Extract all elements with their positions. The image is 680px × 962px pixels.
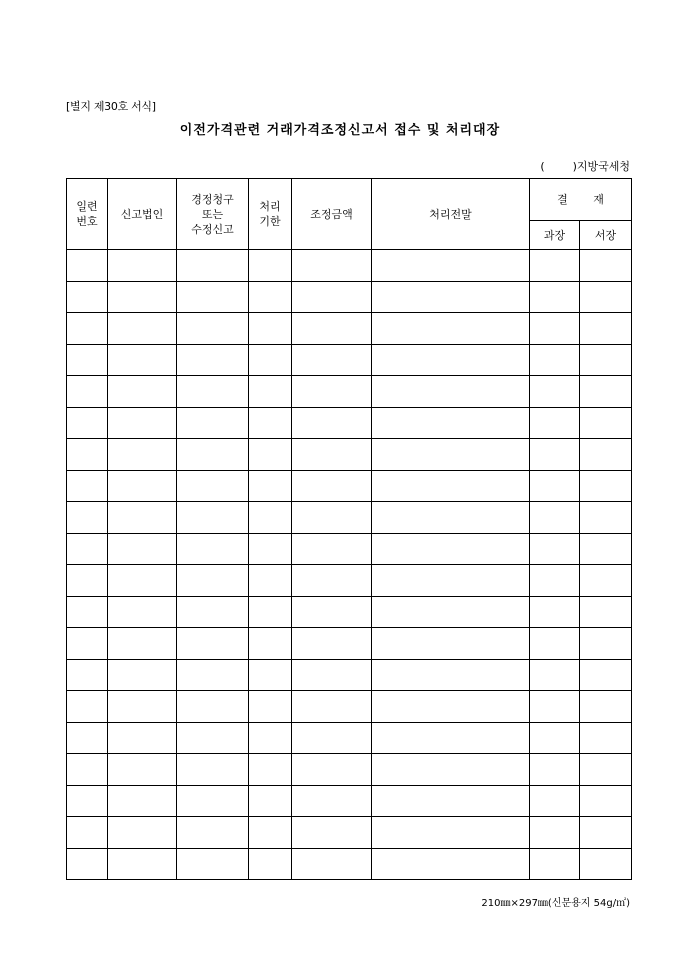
table-cell <box>177 817 249 849</box>
table-cell <box>249 848 292 880</box>
table-row <box>67 754 632 786</box>
table-cell <box>372 281 530 313</box>
table-cell <box>580 691 632 723</box>
table-cell <box>249 439 292 471</box>
header-serial-no <box>67 179 108 250</box>
table-cell <box>372 502 530 534</box>
table-row <box>67 722 632 754</box>
table-cell <box>530 407 580 439</box>
header-claim-type <box>177 179 249 250</box>
table-cell <box>108 439 177 471</box>
paper-spec-note: 210㎜×297㎜(신문용지 54g/㎡) <box>481 898 630 909</box>
table-cell <box>530 470 580 502</box>
table-cell <box>530 376 580 408</box>
table-cell <box>249 470 292 502</box>
table-cell <box>177 250 249 282</box>
table-row <box>67 565 632 597</box>
table-cell <box>372 817 530 849</box>
table-cell <box>580 628 632 660</box>
table-cell <box>108 376 177 408</box>
table-cell <box>108 596 177 628</box>
table-cell <box>580 596 632 628</box>
table-cell <box>177 785 249 817</box>
table-cell <box>177 470 249 502</box>
table-cell <box>177 281 249 313</box>
table-cell <box>292 407 372 439</box>
table-cell <box>67 596 108 628</box>
table-row <box>67 376 632 408</box>
table-cell <box>372 439 530 471</box>
table-cell <box>67 407 108 439</box>
table-cell <box>177 848 249 880</box>
table-cell <box>292 596 372 628</box>
header-process-details: 처리전말 <box>372 179 530 250</box>
table-cell <box>249 281 292 313</box>
table-cell <box>67 722 108 754</box>
table-cell <box>108 502 177 534</box>
table-cell <box>580 439 632 471</box>
header-deadline-line1: 처리 <box>259 200 281 213</box>
table-cell <box>292 785 372 817</box>
table-cell <box>67 344 108 376</box>
table-cell <box>108 628 177 660</box>
table-cell <box>292 250 372 282</box>
table-cell <box>530 344 580 376</box>
table-cell <box>249 407 292 439</box>
table-cell <box>292 848 372 880</box>
table-cell <box>108 659 177 691</box>
table-cell <box>580 470 632 502</box>
table-cell <box>249 533 292 565</box>
table-cell <box>108 848 177 880</box>
table-cell <box>292 502 372 534</box>
table-cell <box>67 250 108 282</box>
register-table <box>66 178 632 880</box>
table-cell <box>177 439 249 471</box>
table-cell <box>372 596 530 628</box>
table-cell <box>292 281 372 313</box>
table-cell <box>530 722 580 754</box>
table-cell <box>580 376 632 408</box>
table-cell <box>372 250 530 282</box>
table-cell <box>530 817 580 849</box>
table-row <box>67 533 632 565</box>
table-cell <box>108 722 177 754</box>
table-cell <box>372 628 530 660</box>
table-cell <box>292 817 372 849</box>
table-cell <box>249 376 292 408</box>
table-cell <box>372 470 530 502</box>
table-cell <box>108 691 177 723</box>
table-row <box>67 313 632 345</box>
table-cell <box>530 659 580 691</box>
table-cell <box>372 659 530 691</box>
table-cell <box>249 817 292 849</box>
table-cell <box>372 722 530 754</box>
table-cell <box>292 754 372 786</box>
table-cell <box>249 691 292 723</box>
register-body <box>67 250 632 880</box>
table-cell <box>372 691 530 723</box>
table-cell <box>292 376 372 408</box>
table-cell <box>530 565 580 597</box>
table-cell <box>67 754 108 786</box>
table-cell <box>67 848 108 880</box>
table-cell <box>177 691 249 723</box>
table-row <box>67 691 632 723</box>
header-claim-line2: 또는 <box>201 207 224 221</box>
form-number: [별지 제30호 서식] <box>66 100 156 113</box>
table-cell <box>292 691 372 723</box>
table-row <box>67 470 632 502</box>
table-cell <box>580 281 632 313</box>
table-cell <box>580 722 632 754</box>
table-cell <box>292 533 372 565</box>
header-claim-line1: 경정청구 <box>191 192 234 206</box>
table-cell <box>372 754 530 786</box>
table-cell <box>580 502 632 534</box>
table-cell <box>67 565 108 597</box>
table-cell <box>580 313 632 345</box>
table-cell <box>580 250 632 282</box>
page-title: 이전가격관련 거래가격조정신고서 접수 및 처리대장 <box>179 123 501 138</box>
table-cell <box>67 376 108 408</box>
header-director: 서장 <box>580 221 632 250</box>
table-cell <box>177 628 249 660</box>
table-cell <box>108 533 177 565</box>
table-cell <box>108 754 177 786</box>
table-cell <box>249 502 292 534</box>
table-row <box>67 596 632 628</box>
table-cell <box>108 785 177 817</box>
table-row <box>67 439 632 471</box>
regional-office-label: ( )지방국세청 <box>540 160 630 173</box>
table-cell <box>580 533 632 565</box>
table-row <box>67 659 632 691</box>
header-approval: 결 재 <box>530 179 632 221</box>
table-cell <box>108 313 177 345</box>
table-cell <box>530 439 580 471</box>
table-row <box>67 628 632 660</box>
table-cell <box>580 785 632 817</box>
table-cell <box>580 659 632 691</box>
header-serial-no-line2: 번호 <box>76 215 98 228</box>
table-cell <box>372 565 530 597</box>
table-cell <box>372 785 530 817</box>
header-filing-corp: 신고법인 <box>108 179 177 250</box>
table-cell <box>530 848 580 880</box>
table-cell <box>177 502 249 534</box>
table-cell <box>108 470 177 502</box>
table-row <box>67 250 632 282</box>
table-cell <box>530 313 580 345</box>
table-cell <box>108 407 177 439</box>
table-cell <box>67 502 108 534</box>
table-cell <box>108 817 177 849</box>
table-cell <box>177 533 249 565</box>
table-cell <box>249 754 292 786</box>
table-cell <box>177 722 249 754</box>
table-cell <box>108 281 177 313</box>
table-cell <box>292 470 372 502</box>
table-cell <box>249 596 292 628</box>
table-cell <box>67 281 108 313</box>
table-cell <box>292 344 372 376</box>
table-row <box>67 344 632 376</box>
table-cell <box>292 628 372 660</box>
table-cell <box>530 628 580 660</box>
table-cell <box>177 313 249 345</box>
table-cell <box>67 659 108 691</box>
table-cell <box>292 565 372 597</box>
table-cell <box>177 565 249 597</box>
table-cell <box>177 376 249 408</box>
table-cell <box>67 313 108 345</box>
table-cell <box>67 470 108 502</box>
table-row <box>67 817 632 849</box>
table-cell <box>530 502 580 534</box>
table-row <box>67 281 632 313</box>
header-claim-line3: 수정신고 <box>191 222 234 236</box>
table-cell <box>249 250 292 282</box>
table-cell <box>292 722 372 754</box>
table-cell <box>249 344 292 376</box>
table-cell <box>530 281 580 313</box>
table-cell <box>249 565 292 597</box>
table-row <box>67 502 632 534</box>
table-cell <box>530 754 580 786</box>
table-cell <box>249 785 292 817</box>
table-cell <box>372 313 530 345</box>
table-cell <box>372 344 530 376</box>
table-cell <box>67 817 108 849</box>
table-cell <box>67 439 108 471</box>
table-cell <box>249 628 292 660</box>
table-cell <box>530 250 580 282</box>
table-cell <box>67 533 108 565</box>
table-cell <box>67 785 108 817</box>
table-cell <box>372 848 530 880</box>
header-section-chief: 과장 <box>530 221 580 250</box>
table-cell <box>530 533 580 565</box>
table-cell <box>177 659 249 691</box>
header-deadline-line2: 기한 <box>259 215 281 228</box>
table-cell <box>108 250 177 282</box>
table-cell <box>177 754 249 786</box>
table-cell <box>108 344 177 376</box>
header-deadline <box>249 179 292 250</box>
header-adjusted-amount: 조정금액 <box>292 179 372 250</box>
table-cell <box>177 344 249 376</box>
table-cell <box>580 848 632 880</box>
table-cell <box>372 407 530 439</box>
table-row <box>67 848 632 880</box>
table-cell <box>292 439 372 471</box>
table-cell <box>177 596 249 628</box>
table-row <box>67 407 632 439</box>
table-cell <box>108 565 177 597</box>
table-cell <box>580 344 632 376</box>
table-cell <box>530 785 580 817</box>
table-cell <box>177 407 249 439</box>
table-cell <box>580 565 632 597</box>
table-cell <box>580 817 632 849</box>
table-cell <box>530 691 580 723</box>
table-cell <box>530 596 580 628</box>
table-cell <box>292 659 372 691</box>
header-serial-no-line1: 일련 <box>76 200 98 213</box>
table-cell <box>249 722 292 754</box>
table-cell <box>67 691 108 723</box>
table-cell <box>292 313 372 345</box>
table-cell <box>580 407 632 439</box>
table-cell <box>249 659 292 691</box>
table-row <box>67 785 632 817</box>
table-cell <box>372 376 530 408</box>
table-cell <box>67 628 108 660</box>
table-cell <box>372 533 530 565</box>
table-cell <box>580 754 632 786</box>
table-cell <box>249 313 292 345</box>
